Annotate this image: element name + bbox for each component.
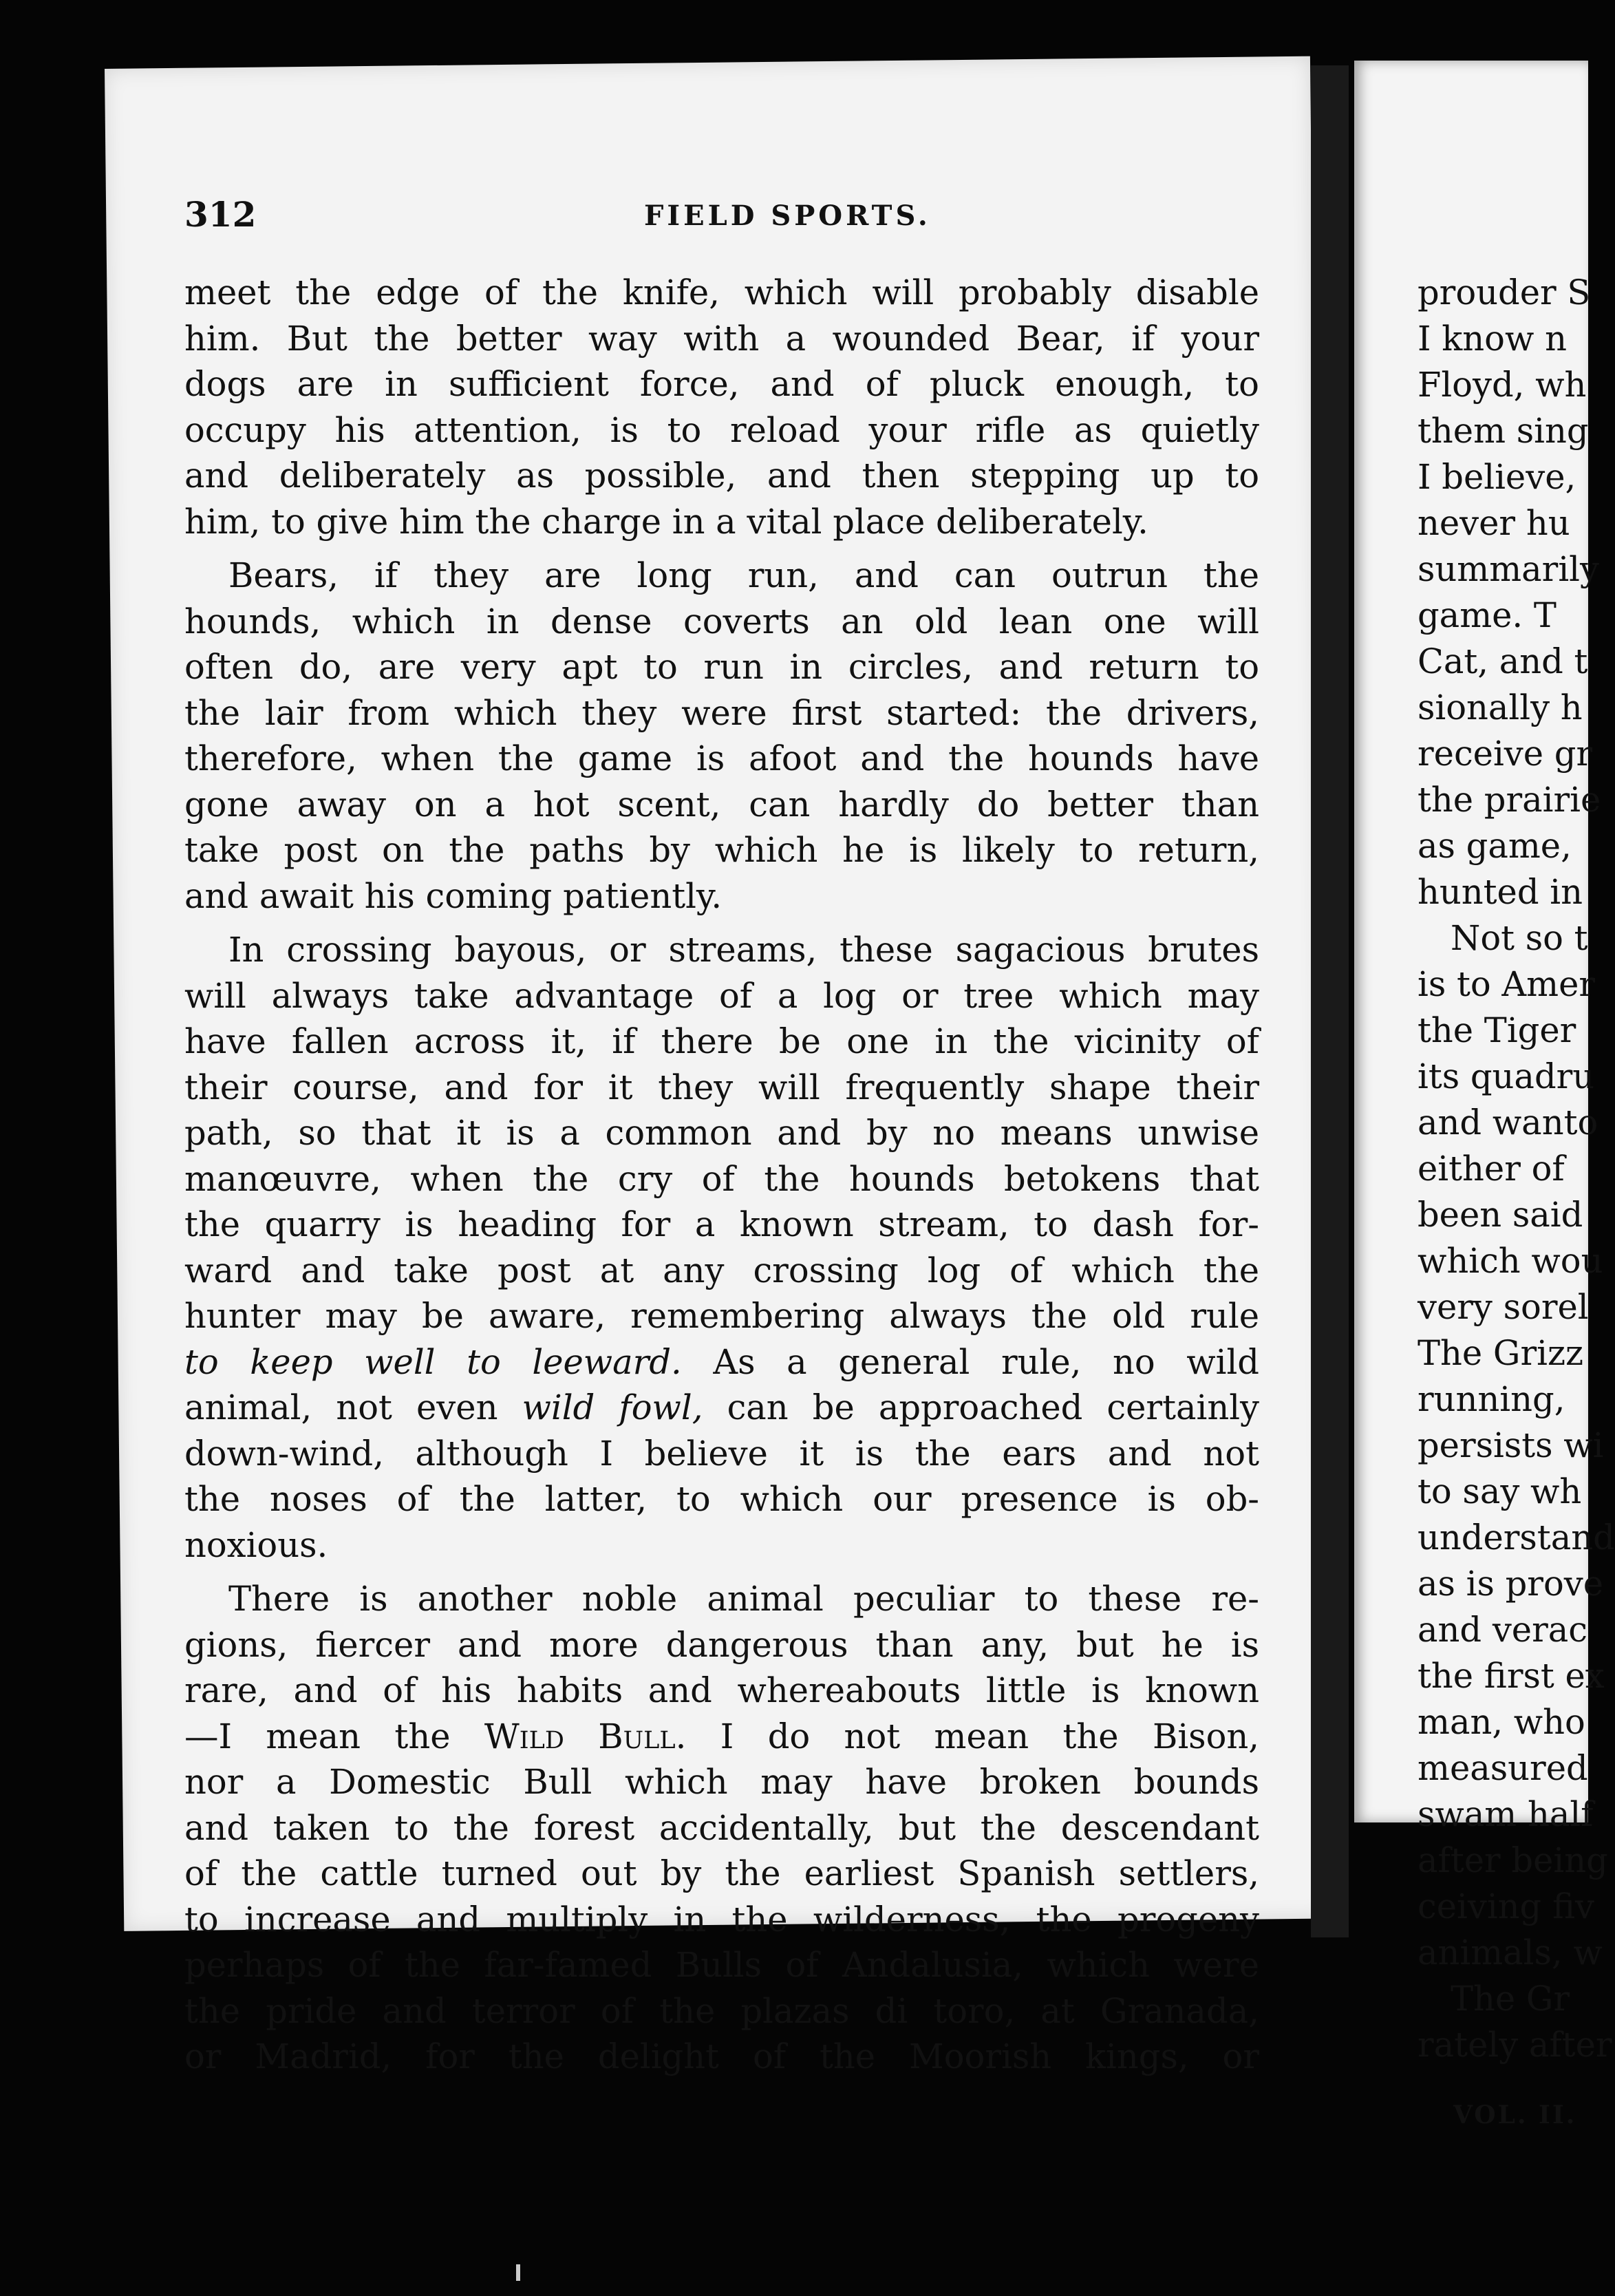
- text-line: him. But the better way with a wounded Bear, if your: [184, 318, 1259, 359]
- text-line: perhaps of the far-famed Bulls of Andalusia, which were: [184, 1945, 1259, 1985]
- text-line: gions, fiercer and more dangerous than any, but he is: [184, 1624, 1259, 1665]
- text-line: prouder S: [1418, 273, 1591, 312]
- text-line: is to Amer: [1418, 964, 1596, 1004]
- text-line: I believe,: [1418, 457, 1576, 497]
- text-line: running,: [1418, 1379, 1565, 1419]
- text-line: or Madrid, for the delight of the Moorish kings, or: [184, 2037, 1259, 2076]
- scan-mark: [516, 2264, 520, 2281]
- text-line: which wou: [1418, 1241, 1603, 1281]
- text-line: sionally h: [1418, 688, 1583, 727]
- text-line: occupy his attention, is to reload your rifle as quietly: [184, 410, 1259, 450]
- text-line: man, who: [1418, 1702, 1585, 1742]
- text-line: ceiving fiv: [1418, 1886, 1594, 1926]
- text-line: their course, and for it they will frequently shape their: [184, 1067, 1259, 1107]
- signature-mark: VOL. II.: [1453, 2101, 1577, 2129]
- text-line: the pride and terror of the plazas di toro, at Granada,: [184, 1990, 1259, 2031]
- text-line: and wanto: [1418, 1103, 1598, 1142]
- text-line: animals, w: [1418, 1933, 1603, 1973]
- text-line: the lair from which they were first started: the drivers,: [184, 692, 1259, 733]
- text-line: In crossing bayous, or streams, these sagacious brutes: [228, 930, 1259, 970]
- text-line: rare, and of his habits and whereabouts little is known: [184, 1670, 1259, 1710]
- text-line: down-wind, although I believe it is the ears and not: [184, 1433, 1259, 1474]
- text-line: the quarry is heading for a known stream, to dash for-: [184, 1204, 1259, 1244]
- text-line: after being: [1418, 1840, 1608, 1880]
- page-number: 312: [184, 194, 257, 235]
- text-line: The Gr: [1451, 1979, 1570, 2019]
- text-line: understand: [1418, 1518, 1615, 1558]
- text-line: animal, not even wild fowl, can be approached certainly: [184, 1388, 1259, 1427]
- text-line: persists wi: [1418, 1425, 1604, 1465]
- italic-phrase: wild fowl,: [522, 1388, 703, 1427]
- text-line: either of: [1418, 1149, 1565, 1189]
- text-line: of the cattle turned out by the earliest Spanish settlers,: [184, 1853, 1259, 1893]
- text-line: to keep well to leeward. As a general rule, no wild: [184, 1341, 1259, 1382]
- text-line: nor a Domestic Bull which may have broken bounds: [184, 1762, 1259, 1802]
- text-line: meet the edge of the knife, which will probably disable: [184, 273, 1259, 312]
- text-line: Floyd, wh: [1418, 365, 1587, 405]
- smallcaps-phrase: Wild Bull.: [484, 1716, 687, 1756]
- text-line: There is another noble animal peculiar to these re-: [228, 1579, 1259, 1619]
- text-line: and await his coming patiently.: [184, 875, 723, 916]
- text-line: manœuvre, when the cry of the hounds betokens that: [184, 1158, 1259, 1199]
- text-line: very sorel: [1418, 1287, 1589, 1327]
- text-line: the prairie: [1418, 780, 1601, 820]
- page-header: [184, 194, 1258, 242]
- text-line: therefore, when the game is afoot and the hounds have: [184, 738, 1259, 778]
- right-page-text: [1418, 270, 1615, 2068]
- running-head: FIELD SPORTS.: [644, 200, 931, 232]
- text-line: Bears, if they are long run, and can outrun the: [228, 555, 1259, 595]
- text-line: game. T: [1418, 595, 1557, 635]
- text-line: noxious.: [184, 1524, 328, 1565]
- text-line: the first ex: [1418, 1656, 1605, 1696]
- text-line: hunted in: [1418, 872, 1583, 912]
- text-line: the noses of the latter, to which our presence is ob-: [184, 1479, 1259, 1519]
- text-line: gone away on a hot scent, can hardly do better than: [184, 784, 1259, 825]
- text-line: often do, are very apt to run in circles, and return to: [184, 647, 1259, 687]
- text-line: The Grizz: [1418, 1333, 1584, 1373]
- text-line: its quadru: [1418, 1056, 1595, 1096]
- text-line: Not so t: [1451, 918, 1588, 958]
- text-line: hunter may be aware, remembering always the old rule: [184, 1296, 1259, 1336]
- text-line: have fallen across it, if there be one in the vicinity of: [184, 1021, 1259, 1061]
- text-line: Cat, and t: [1418, 641, 1588, 681]
- text-line: ward and take post at any crossing log of which the: [184, 1250, 1259, 1290]
- text-line: to increase and multiply in the wilderness, the progeny: [184, 1899, 1259, 1939]
- text-line: and verac: [1418, 1610, 1587, 1650]
- text-line: take post on the paths by which he is likely to return,: [184, 830, 1259, 870]
- text-line: swam half: [1418, 1794, 1594, 1834]
- text-line: —I mean the Wild Bull. I do not mean the Bison,: [184, 1716, 1259, 1756]
- italic-phrase: to keep well to leeward.: [184, 1341, 682, 1382]
- text-line: and deliberately as possible, and then stepping up to: [184, 456, 1259, 496]
- text-line: will always take advantage of a log or tree which may: [184, 975, 1259, 1016]
- text-line: path, so that it is a common and by no means unwise: [184, 1113, 1259, 1153]
- text-line: I know n: [1418, 319, 1567, 359]
- text-line: receive gr: [1418, 734, 1593, 774]
- text-line: them sing: [1418, 411, 1589, 451]
- text-line: measured: [1418, 1748, 1588, 1788]
- text-line: as is prove: [1418, 1564, 1604, 1604]
- text-line: him, to give him the charge in a vital place deliberately.: [184, 501, 1148, 542]
- text-line: the Tiger: [1418, 1010, 1576, 1050]
- body-text: [184, 270, 1259, 2080]
- text-line: never hu: [1418, 503, 1570, 543]
- text-line: to say wh: [1418, 1471, 1582, 1511]
- text-line: dogs are in sufficient force, and of pluck enough, to: [184, 364, 1259, 404]
- book-gutter: [1311, 65, 1349, 1937]
- text-line: hounds, which in dense coverts an old lean one will: [184, 601, 1259, 641]
- text-line: as game,: [1418, 826, 1572, 866]
- text-line: and taken to the forest accidentally, but the descendant: [184, 1807, 1259, 1848]
- text-line: rately after: [1418, 2025, 1612, 2065]
- text-line: been said: [1418, 1195, 1583, 1235]
- text-line: summarily: [1418, 549, 1599, 589]
